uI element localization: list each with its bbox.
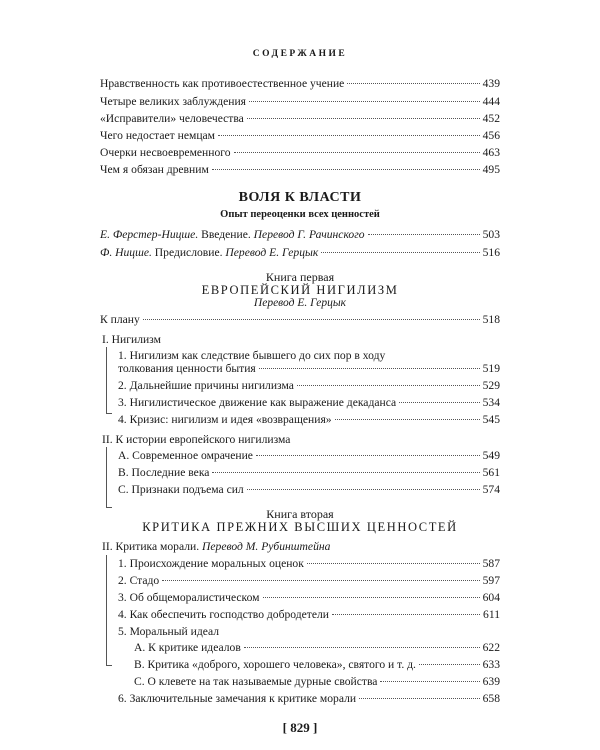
toc-entry <box>134 658 500 672</box>
toc-entry-title: C. О клевете на так называемые дурные свойства <box>134 675 378 688</box>
toc-entry-page: 611 <box>483 608 500 621</box>
book1-title: ЕВРОПЕЙСКИЙ НИГИЛИЗМ <box>201 283 399 297</box>
leader-dots <box>335 419 480 420</box>
section-heading: I. Нигилизм <box>102 333 161 346</box>
toc-entry-page: 444 <box>482 95 500 108</box>
toc-entry <box>100 228 500 242</box>
toc-entry-title: Чем я обязан древним <box>100 163 209 176</box>
toc-entry-page: 574 <box>482 483 500 496</box>
toc-entry <box>118 608 500 622</box>
toc-entry <box>118 413 500 427</box>
leader-dots <box>359 698 480 699</box>
toc-entry <box>118 379 500 393</box>
toc-entry-page: 597 <box>482 574 500 587</box>
toc-entry-title: Нравственность как противоестественное учение <box>100 77 345 90</box>
toc-entry <box>118 574 500 588</box>
leader-dots <box>368 234 480 235</box>
leader-dots <box>321 252 479 253</box>
toc-entry-title: 4. Как обеспечить господство добродетели <box>118 608 329 621</box>
toc-entry <box>134 641 500 655</box>
toc-entry-page: 452 <box>482 112 500 125</box>
book2-title: КРИТИКА ПРЕЖНИХ ВЫСШИХ ЦЕННОСТЕЙ <box>142 520 458 534</box>
leader-dots <box>332 614 480 615</box>
toc-entry-title: B. Критика «доброго, хорошего человека», святого и т. д. <box>134 658 416 671</box>
toc-entry <box>118 449 500 463</box>
translator-name: Перевод М. Рубинштейна <box>202 540 331 553</box>
toc-entry-title: 4. Кризис: нигилизм и идея «возвращения» <box>118 413 332 426</box>
leader-dots <box>259 368 480 369</box>
leader-dots <box>247 118 480 119</box>
leader-dots <box>249 101 480 102</box>
toc-entry-title: К плану <box>100 313 140 326</box>
toc-entry <box>100 146 500 160</box>
toc-entry-page: 639 <box>482 675 500 688</box>
toc-entry-title: 3. Об общеморалистическом <box>118 591 260 604</box>
leader-dots <box>380 681 479 682</box>
toc-entry-title: Очерки несвоевременного <box>100 146 231 159</box>
toc-entry-page: 495 <box>482 163 500 176</box>
toc-entry-page: 633 <box>482 658 500 671</box>
toc-entry-page: 519 <box>482 362 500 375</box>
toc-entry <box>100 313 500 327</box>
toc-entry <box>134 675 500 689</box>
toc-entry-title: 2. Стадо <box>118 574 160 587</box>
leader-dots <box>234 152 480 153</box>
toc-entry-page: 549 <box>482 449 500 462</box>
leader-dots <box>212 472 479 473</box>
toc-entry-page: 622 <box>482 641 500 654</box>
toc-entry-title: C. Признаки подъема сил <box>118 483 244 496</box>
toc-entry <box>100 77 500 91</box>
toc-entry-page: 534 <box>482 396 500 409</box>
subsection-heading: 5. Моральный идеал <box>118 625 220 638</box>
translator-name: Перевод Е. Герцык <box>225 246 319 259</box>
leader-dots <box>256 455 480 456</box>
toc-entry-title: 1. Происхождение моральных оценок <box>118 557 304 570</box>
toc-entry <box>118 396 500 410</box>
leader-dots <box>143 319 480 320</box>
toc-entry-title-line1: 1. Нигилизм как следствие бывшего до сих пор в ходу <box>118 349 386 362</box>
toc-entry-title: А. К критике идеалов <box>134 641 241 654</box>
page-number: [ 829 ] <box>282 720 318 735</box>
author-name: Ф. Ницше. <box>100 246 152 259</box>
toc-entry <box>100 246 500 260</box>
leader-dots <box>263 597 480 598</box>
leader-dots <box>297 385 480 386</box>
work-title: ВОЛЯ К ВЛАСТИ <box>238 190 362 205</box>
toc-entry <box>118 483 500 497</box>
leader-dots <box>244 647 480 648</box>
toc-entry-page: 658 <box>482 692 500 705</box>
toc-entry-title-line2: толкования ценности бытия <box>118 362 256 375</box>
toc-entry-title: Чего недостает немцам <box>100 129 216 142</box>
toc-entry <box>100 95 500 109</box>
toc-entry-title: А. Современное омрачение <box>118 449 253 462</box>
toc-entry <box>118 557 500 571</box>
toc-entry-title: 3. Нигилистическое движение как выражение декаданса <box>118 396 397 409</box>
toc-entry <box>118 362 500 376</box>
toc-entry-page: 463 <box>482 146 500 159</box>
toc-entry-title: 6. Заключительные замечания к критике морали <box>118 692 357 705</box>
toc-entry-title: B. Последние века <box>118 466 210 479</box>
toc-entry-page: 456 <box>482 129 500 142</box>
leader-dots <box>419 664 480 665</box>
book2-label: Книга вторая <box>266 507 334 521</box>
leader-dots <box>347 83 479 84</box>
section-title: II. Критика морали. <box>102 540 202 553</box>
toc-entry-title: Введение. <box>198 228 254 241</box>
book1-translator: Перевод Е. Герцык <box>253 297 347 309</box>
toc-entry-page: 561 <box>482 466 500 479</box>
toc-entry <box>100 112 500 126</box>
author-name: Е. Ферстер-Ницше. <box>100 228 199 241</box>
toc-entry <box>118 466 500 480</box>
work-subtitle: Опыт переоценки всех ценностей <box>220 209 380 220</box>
leader-dots <box>247 489 480 490</box>
bracket-line <box>106 347 112 414</box>
toc-entry-page: 545 <box>482 413 500 426</box>
toc-entry-title: «Исправители» человечества <box>100 112 244 125</box>
bracket-line <box>106 447 112 508</box>
toc-entry-title: Предисловие. <box>151 246 226 259</box>
leader-dots <box>307 563 480 564</box>
toc-entry-page: 529 <box>482 379 500 392</box>
leader-dots <box>212 169 480 170</box>
book1-label: Книга первая <box>265 270 335 284</box>
toc-entry <box>100 163 500 177</box>
toc-entry-title: Четыре великих заблуждения <box>100 95 247 108</box>
toc-entry-page: 503 <box>482 228 500 241</box>
toc-entry-page: 604 <box>482 591 500 604</box>
leader-dots <box>399 402 479 403</box>
toc-entry-page: 439 <box>482 77 500 90</box>
toc-entry <box>100 129 500 143</box>
running-head: СОДЕРЖАНИЕ <box>252 49 348 59</box>
translator-name: Перевод Г. Рачинского <box>253 228 365 241</box>
section-heading: II. К истории европейского нигилизма <box>102 433 291 446</box>
leader-dots <box>218 135 480 136</box>
leader-dots <box>162 580 479 581</box>
toc-entry-page: 518 <box>482 313 500 326</box>
toc-entry-page: 587 <box>482 557 500 570</box>
toc-entry <box>118 591 500 605</box>
toc-entry-title: 2. Дальнейшие причины нигилизма <box>118 379 294 392</box>
toc-entry-page: 516 <box>482 246 500 259</box>
bracket-line <box>106 555 112 666</box>
toc-entry <box>118 692 500 706</box>
section-heading <box>102 540 330 554</box>
